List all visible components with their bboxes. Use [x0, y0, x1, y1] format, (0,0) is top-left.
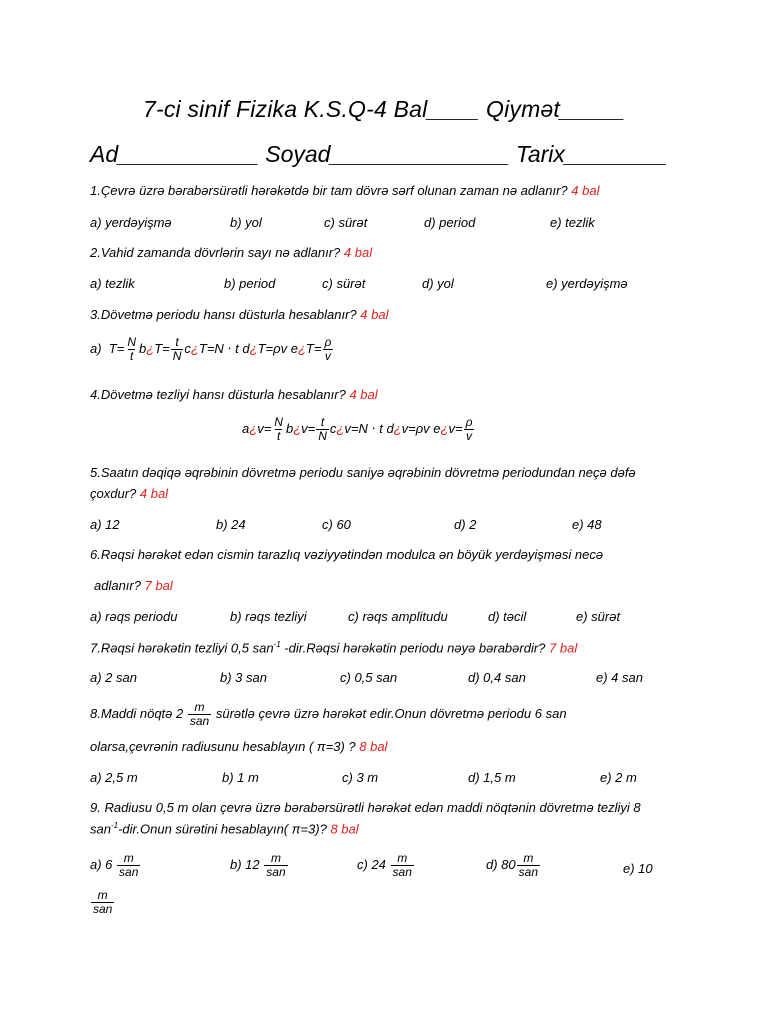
formula-options-frequency: a¿v= $\frac{N}{t}$ b¿v= $\frac{t}{N}$ c¿v=N ⋅ t d¿v=ρv e¿v= $\frac{\rho}{v}$: [242, 415, 473, 443]
option-a: a) 2 san: [90, 670, 137, 685]
question-text: san: [90, 821, 111, 837]
option-c: c) 24 $\frac{m}{\text{san}}$: [357, 851, 412, 879]
question-text: 6.Rəqsi hərəkət edən cismin tarazlıq vəziyyətindən modulca ən böyük yerdəyişməsi necə: [90, 547, 604, 562]
option-c: c) sürət: [324, 215, 368, 230]
option-a: a) 6 $\frac{m}{\text{san}}$: [90, 851, 139, 879]
fraction: $\frac{\rho}{v}$: [324, 335, 332, 363]
fraction: $\frac{m}{\text{san}}$: [266, 851, 286, 879]
option-a: a) yerdəyişmə: [90, 215, 172, 230]
option-e: e) tezlik: [550, 215, 595, 230]
question-9-continued: [90, 821, 359, 836]
option-e: e) 2 m: [600, 770, 637, 785]
option-b: b) rəqs tezliyi: [230, 609, 307, 624]
fraction: $\frac{\rho}{v}$: [465, 415, 473, 443]
option-e: e) 4 san: [596, 670, 643, 685]
question-text: adlanır?: [94, 578, 141, 593]
question-3: [90, 307, 389, 322]
option-a: a) tezlik: [90, 276, 135, 291]
option-a: a) 12: [90, 517, 120, 532]
question-text: 2.Vahid zamanda dövrlərin sayı nə adlanır?: [90, 245, 341, 260]
question-text: sürətlə çevrə üzrə hərəkət edir.Onun dövretmə periodu 6 san: [215, 705, 567, 721]
question-points: 7 bal: [144, 578, 173, 593]
student-info-line: Ad___________ Soyad______________ Tarix________: [90, 141, 668, 167]
question-text: 9. Radiusu 0,5 m olan çevrə üzrə bərabərsürətli hərəkət edən maddi nöqtənin dövretmə tezliyi 8: [90, 800, 641, 815]
question-points: 4 bal: [360, 307, 389, 322]
question-6: [90, 547, 603, 562]
fraction: $\frac{m}{\text{san}}$: [392, 851, 412, 879]
option-c: c) rəqs amplitudu: [348, 609, 448, 624]
question-points: 4 bal: [571, 183, 600, 198]
option-d: d) period: [424, 215, 476, 230]
question-text: olarsa,çevrənin radiusunu hesablayın ( π=3) ?: [90, 739, 356, 754]
option-b: b) 1 m: [222, 770, 259, 785]
question-9: [90, 800, 641, 815]
question-text: 7.Rəqsi hərəkətin tezliyi 0,5 san: [90, 640, 274, 656]
option-d: d) təcil: [488, 609, 527, 624]
question-8: [90, 701, 567, 728]
question-text: 5.Saatın dəqiqə əqrəbinin dövretmə periodu saniyə əqrəbinin dövretmə periodundan neçə dəfə: [90, 465, 636, 480]
option-e: e) 48: [572, 517, 602, 532]
option-c: c) 0,5 san: [340, 670, 398, 685]
question-6-continued: [94, 578, 173, 593]
question-text: 1.Çevrə üzrə bərabərsürətli hərəkətdə bir tam dövrə sərf olunan zaman nə adlanır?: [90, 183, 568, 198]
option-d: d) 80 $\frac{m}{\text{san}}$: [486, 851, 538, 879]
option-e: e) sürət: [576, 609, 621, 624]
question-text: çoxdur?: [90, 486, 137, 501]
fraction: $\frac{N}{t}$: [127, 335, 137, 363]
question-text: 3.Dövetmə periodu hansı düsturla hesablanır?: [90, 307, 357, 322]
fraction: $\frac{m}{\text{san}}$: [93, 888, 113, 916]
question-text: -dir.Onun sürətini hesablayın( π=3)?: [118, 821, 327, 837]
question-4: [90, 387, 378, 402]
question-points: 4 bal: [343, 245, 373, 260]
question-8-continued: [90, 739, 387, 754]
question-points: 4 bal: [349, 387, 378, 402]
fraction: $\frac{m}{\text{san}}$: [119, 851, 139, 879]
option-b: b) 24: [216, 517, 246, 532]
fraction: $\frac{N}{t}$: [274, 415, 283, 443]
option-e: e) 10: [623, 861, 653, 876]
option-b: b) period: [224, 276, 276, 291]
option-e-unit: [90, 889, 115, 916]
fraction: $\frac{t}{N}$: [172, 335, 182, 363]
fraction: $\frac{t}{N}$: [318, 415, 327, 443]
question-points: 7 bal: [549, 640, 578, 656]
question-2: [90, 245, 372, 260]
option-a: a) 2,5 m: [90, 770, 138, 785]
question-text: 4.Dövetmə tezliyi hansı düsturla hesablanır?: [90, 387, 346, 402]
question-5-continued: [90, 486, 168, 501]
question-points: 4 bal: [139, 486, 169, 501]
option-b: b) yol: [230, 215, 262, 230]
option-c: c) 3 m: [342, 770, 379, 785]
option-c: c) 60: [322, 517, 351, 532]
option-b: b) 3 san: [220, 670, 267, 685]
question-text: -dir.Rəqsi hərəkətin periodu nəyə bərabərdir?: [280, 640, 546, 656]
fraction: $\frac{m}{\text{san}}$: [518, 851, 538, 879]
question-points: 8 bal: [359, 739, 388, 754]
option-a: a) rəqs periodu: [90, 609, 178, 624]
question-points: 8 bal: [330, 821, 359, 837]
option-d: d) 1,5 m: [468, 770, 516, 785]
exponent: -1: [110, 821, 119, 830]
option-e: e) yerdəyişmə: [546, 276, 628, 291]
question-7: [90, 640, 577, 655]
page-title: 7-ci sinif Fizika K.S.Q-4 Bal____ Qiymət_____: [143, 96, 625, 122]
formula-options-period: a) T= $\frac{N}{t}$ b¿T= $\frac{t}{N}$ c¿T=N ⋅ t d¿T=ρv e¿T= $\frac{\rho}{v}$: [90, 335, 332, 363]
option-c: c) sürət: [322, 276, 366, 291]
option-d: d) 2: [454, 517, 477, 532]
question-text: 8.Maddi nöqtə 2: [90, 705, 184, 721]
exponent: -1: [273, 640, 281, 649]
fraction: $\frac{m}{\text{san}}$: [189, 700, 210, 728]
question-1: [90, 183, 599, 198]
option-d: d) 0,4 san: [468, 670, 526, 685]
question-5: [90, 465, 636, 480]
option-d: d) yol: [422, 276, 454, 291]
option-b: b) 12 $\frac{m}{\text{san}}$: [230, 851, 286, 879]
